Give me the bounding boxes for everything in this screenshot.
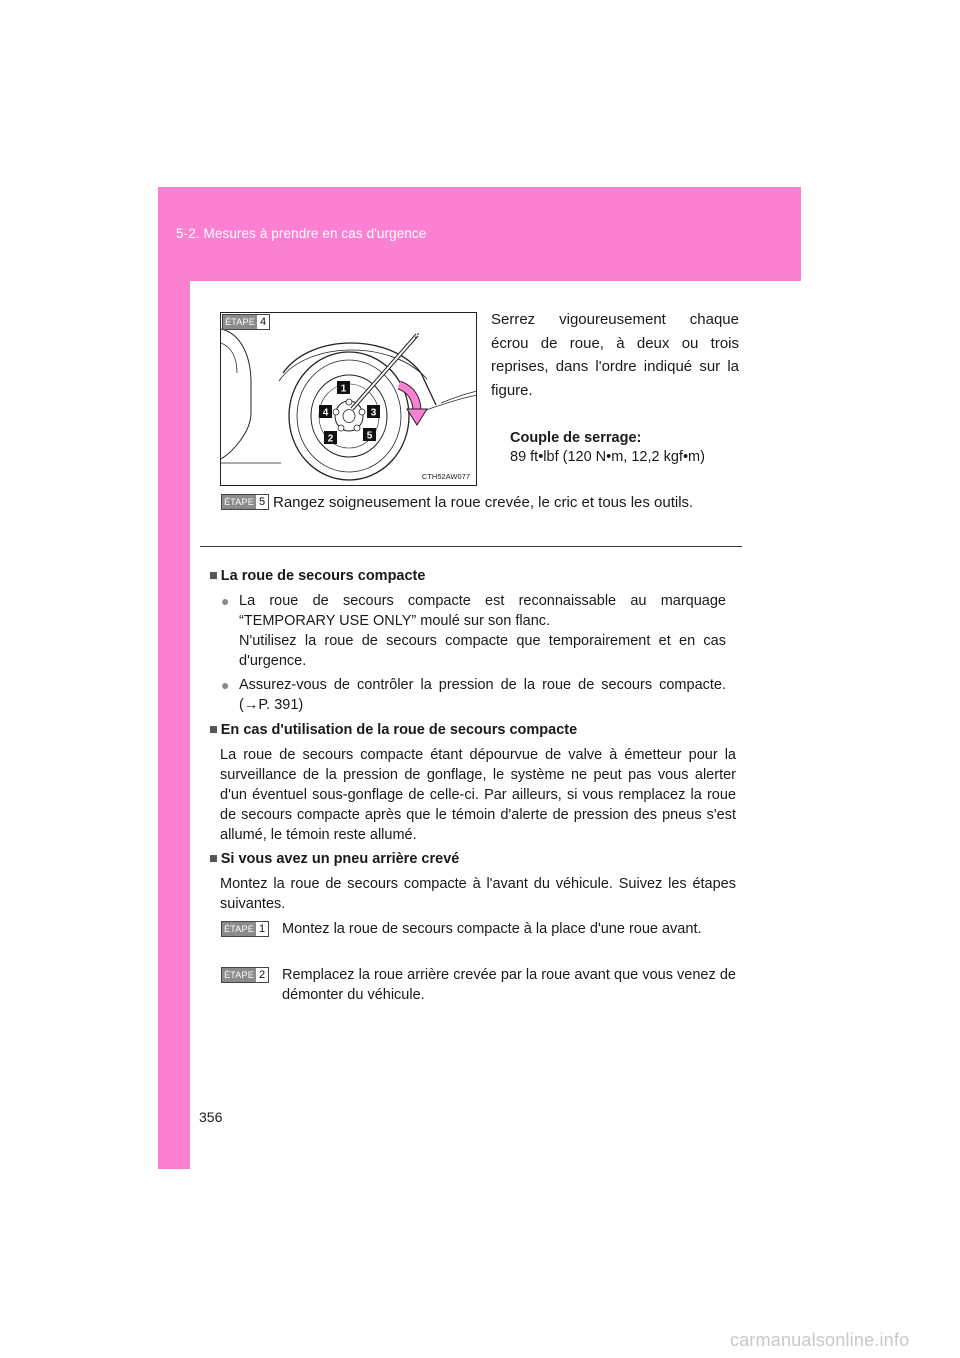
nut-label-3: 3 [370,407,377,419]
watermark: carmanualsonline.info [730,1330,910,1350]
wheel-nut-order-figure [220,312,477,486]
using-spare-text: La roue de secours compacte étant dépourvue de valve à émetteur pour la surveillance de la pression de gonflage, le système ne peut pas vous alerter d'un éventuel sous-gonflage de celle-ci. Par ailleurs, si vous remplacez la roue de secours compacte après que le témoin d'alerte de pression des pneus s'est allumé, le témoin reste allumé. [220,747,736,843]
nut-label-1: 1 [340,383,347,395]
rear-flat-heading: ■ Si vous avez un pneu arrière crevé [209,851,460,867]
step-5-badge: ÉTAPE 5 [221,494,269,510]
figure-code: CTH52AW077 [421,472,470,481]
step-5-text: Rangez soigneusement la roue crevée, le cric et tous les outils. [273,494,694,511]
step-4-text: Serrez vigoureusement chaque écrou de roue, à deux ou trois reprises, dans l'ordre indiqué sur la figure. [491,311,739,399]
step-4-badge: ÉTAPE 4 [222,314,270,330]
square-bullet-icon: ■ [209,851,218,867]
page-reference-link[interactable]: P. 391) [258,697,304,713]
circle-bullet-icon: ● [221,677,230,693]
rear-step-2-text: Remplacez la roue arrière crevée par la roue avant que vous venez de démonter du véhicule. [282,967,736,1003]
section-divider [200,546,742,547]
torque-label: Couple de serrage: [510,430,642,446]
circle-bullet-icon: ● [221,593,230,609]
nut-label-2: 2 [327,433,334,445]
rear-flat-text: Montez la roue de secours compacte à l'avant du véhicule. Suivez les étapes suivantes. [220,876,736,912]
compact-spare-bullet-1: ● La roue de secours compacte est reconnaissable au marquage “TEMPORARY USE ONLY” moulé sur son flanc. N'utilisez la roue de secours compacte que temporairement et en cas d'urgence. [221,593,726,669]
compact-spare-heading: ■ La roue de secours compacte [209,568,426,584]
square-bullet-icon: ■ [209,568,218,584]
torque-value: 89 ft•lbf (120 N•m, 12,2 kgf•m) [510,449,705,465]
rear-step-1-badge: ÉTAPE 1 [221,921,269,937]
section-title: 5-2. Mesures à prendre en cas d'urgence [176,226,427,241]
rear-step-2-badge: ÉTAPE 2 [221,967,269,983]
side-margin-band [158,281,190,1169]
page-number: 356 [199,1109,223,1125]
nut-label-4: 4 [322,407,329,419]
wheel-illustration [221,313,477,486]
using-spare-heading: ■ En cas d'utilisation de la roue de secours compacte [209,722,578,738]
nut-label-5: 5 [366,430,373,442]
square-bullet-icon: ■ [209,722,218,738]
compact-spare-bullet-2: ● Assurez-vous de contrôler la pression de la roue de secours compacte. (→P. 391) [221,677,726,713]
page-reference-arrow-icon: → [243,697,259,713]
rear-step-1-text: Montez la roue de secours compacte à la place d'une roue avant. [282,921,702,937]
